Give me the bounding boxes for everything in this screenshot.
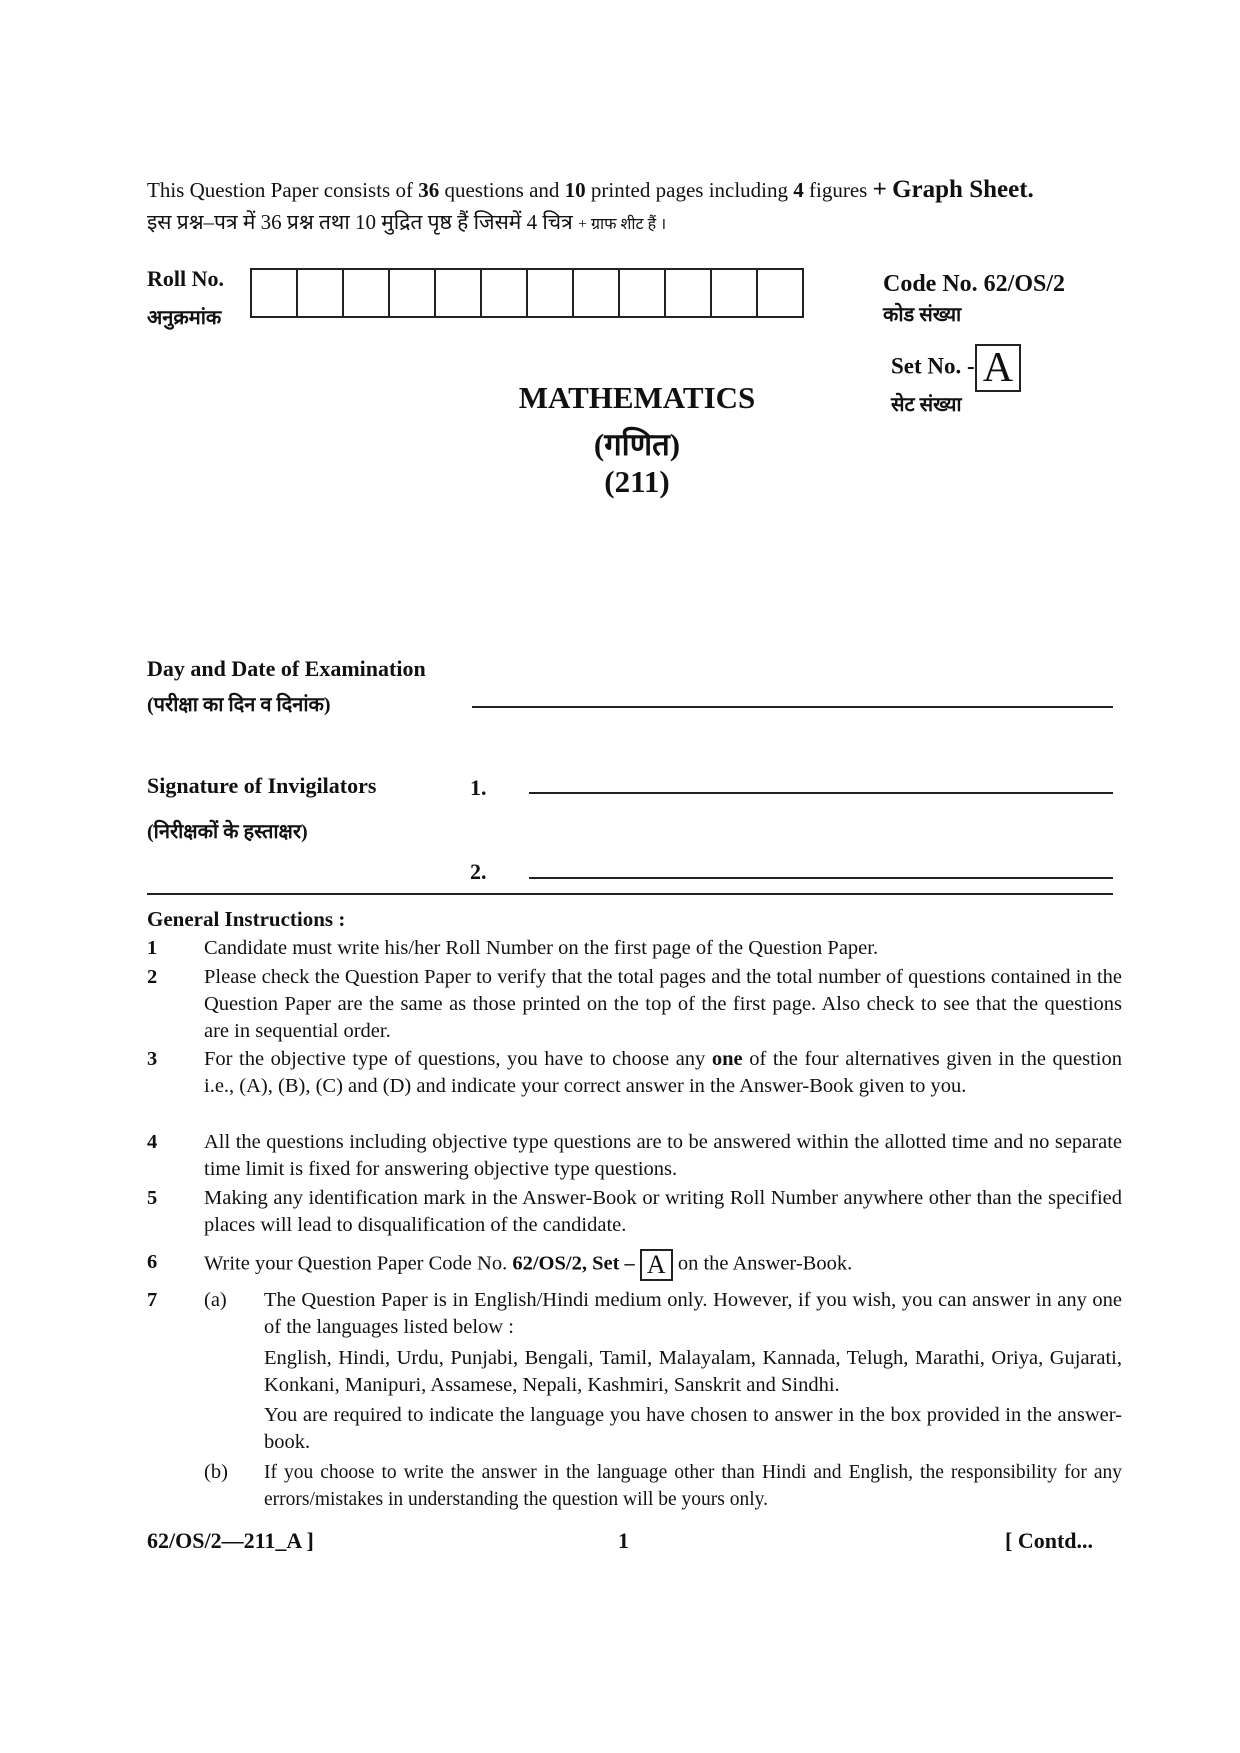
sub-item-a-text: The Question Paper is in English/Hindi medium only. However, if you wish, you can answer in any one of the languages listed below : [264,1289,1122,1338]
instructions-heading: General Instructions : [147,907,346,931]
subject-code: (211) [604,464,670,499]
roll-cell[interactable] [620,270,666,316]
roll-number-grid[interactable] [250,268,804,318]
roll-cell[interactable] [482,270,528,316]
sub-item-a-label: (a) [204,1289,227,1311]
roll-cell[interactable] [712,270,758,316]
invigilator-2-number: 2. [470,859,487,884]
set-number-label-hindi: सेट संख्या [891,394,962,416]
invigilators-label-hindi: (निरीक्षकों के हस्ताक्षर) [147,821,308,843]
invigilator-1-number: 1. [470,775,487,800]
footer-paper-code: 62/OS/2—211_A ] [147,1528,314,1553]
roll-cell[interactable] [574,270,620,316]
instruction-item: 4 All the questions including objective type questions are to be answered within the allotted time and no separate time limit is fixed for answering objective type questions. [147,1131,1122,1180]
sub-item-b-text: If you choose to write the answer in the language other than Hindi and English, the responsibility for any errors/mistakes in understanding the question will be yours only. [264,1462,1122,1510]
roll-number-label-hindi: अनुक्रमांक [147,307,222,329]
instruction-item: 2 Please check the Question Paper to verify that the total pages and the total number of questions contained in the Question Paper are the same as those printed on the top of the first page. Also check to see that the questions are in sequential order. [147,966,1122,1042]
sub-item-b-label: (b) [204,1461,228,1483]
instruction-item: 1 Candidate must write his/her Roll Number on the first page of the Question Paper. [147,937,879,959]
sub-item-a-more: You are required to indicate the language you have chosen to answer in the box provided in the answer-book. [264,1404,1122,1453]
roll-number-label: Roll No. [147,266,224,291]
set-box: A [975,344,1021,392]
page-number: 1 [618,1528,629,1553]
subject-title-hindi: (गणित) [593,427,681,462]
invigilator-2-line[interactable] [529,877,1113,879]
paper-summary-english: This Question Paper consists of 36 questions and 10 printed pages including 4 figures + Graph Sheet. [147,176,1034,203]
roll-cell[interactable] [528,270,574,316]
set-number: Set No. - A [891,344,1021,392]
paper-summary-hindi: इस प्रश्न–पत्र में 36 प्रश्न तथा 10 मुद्रित पृष्ठ हैं जिसमें 4 चित्र + ग्राफ शीट हैं । [147,210,667,234]
code-number: Code No. 62/OS/2 [883,271,1066,297]
invigilator-1-line[interactable] [529,792,1113,794]
roll-cell[interactable] [758,270,802,316]
roll-cell[interactable] [344,270,390,316]
set-code-box: A [640,1249,673,1281]
invigilators-label: Signature of Invigilators [147,773,377,798]
language-list: English, Hindi, Urdu, Punjabi, Bengali, Tamil, Malayalam, Kannada, Telugh, Marathi, Oriya, Gujarati, Konkani, Manipuri, Assamese, Nepali, Kashmiri, Sanskrit and Sindhi. [264,1347,1122,1396]
roll-cell[interactable] [666,270,712,316]
roll-cell[interactable] [436,270,482,316]
roll-cell[interactable] [252,270,298,316]
section-divider [147,893,1113,895]
subject-title: MATHEMATICS [518,380,756,415]
exam-date-label-hindi: (परीक्षा का दिन व दिनांक) [147,694,331,716]
exam-date-line[interactable] [472,706,1113,708]
roll-cell[interactable] [298,270,344,316]
code-number-label-hindi: कोड संख्या [883,304,962,326]
instruction-item: 5 Making any identification mark in the Answer-Book or writing Roll Number anywhere other than the specified places will lead to disqualification of the candidate. [147,1187,1122,1236]
exam-date-label: Day and Date of Examination [147,656,426,681]
roll-cell[interactable] [390,270,436,316]
instruction-item: 3 For the objective type of questions, you have to choose any one of the four alternatives given in the question i.e., (A), (B), (C) and (D) and indicate your correct answer in the Answer-Book given to you. [147,1048,1123,1097]
instruction-item: 6 Write your Question Paper Code No. 62/OS/2, Set – A on the Answer-Book. [147,1250,853,1279]
instruction-item: 7 (a) The Question Paper is in English/Hindi medium only. However, if you wish, you can answer in any one of the languages listed below : English, Hindi, Urdu, Punjabi, Bengali, Tamil, Malayalam, Kannada, Telugh, Marathi, Oriya, Gujarati, Konkani, Manipuri, Assamese, Nepali, Kashmiri, Sanskrit and Sindhi. You are required to indicate the language you have chosen to answer in the box provided in the answer-book. (b) If you choose to write the answer in the language other than Hindi and English, the responsibility for any errors/mistakes in understanding the question will be yours only. [147,1287,1122,1507]
continued-label: [ Contd... [1005,1528,1094,1553]
